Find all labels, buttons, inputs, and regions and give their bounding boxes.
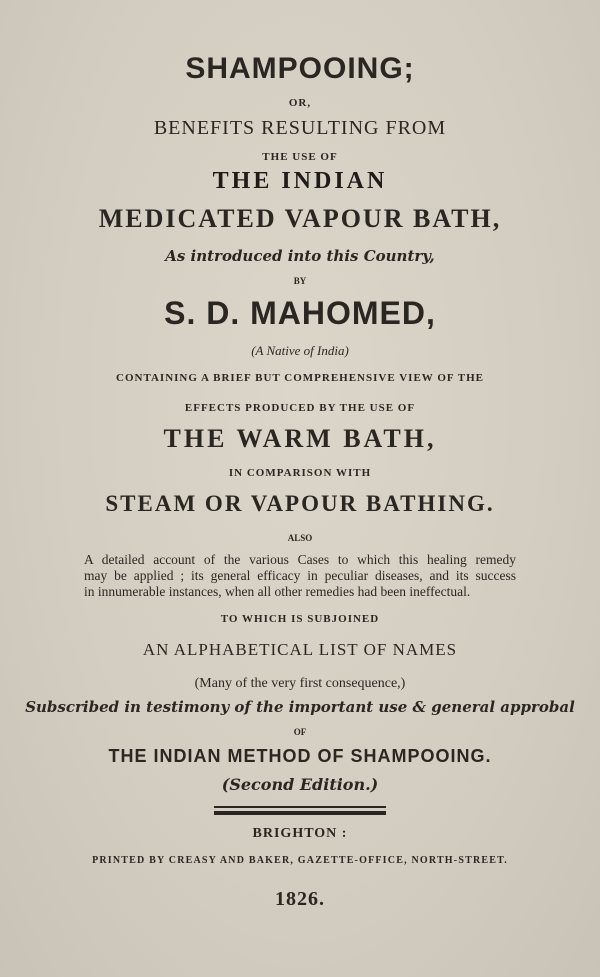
paragraph-line: may be applied ; its general efficacy in peculiar diseases, and its success	[84, 568, 516, 583]
containing-line: CONTAINING A BRIEF BUT COMPREHENSIVE VIEW OF THE	[116, 372, 484, 384]
use-of-line: THE USE OF	[262, 151, 338, 163]
alphabetical-list-line: AN ALPHABETICAL LIST OF NAMES	[142, 640, 458, 659]
consequence-line: (Many of the very first consequence,)	[194, 676, 406, 691]
description-paragraph	[84, 552, 516, 600]
publication-year: 1826.	[275, 888, 325, 910]
effects-line: EFFECTS PRODUCED BY THE USE OF	[184, 402, 416, 414]
warm-bath-line: THE WARM BATH,	[163, 424, 437, 453]
subscribed-line: Subscribed in testimony of the important use & general approbal	[25, 698, 575, 716]
benefits-line: BENEFITS RESULTING FROM	[153, 117, 447, 139]
double-rule-divider	[214, 806, 386, 815]
place-line: BRIGHTON :	[252, 826, 348, 841]
paragraph-line: in innumerable instances, when all other remedies had been ineffectual.	[84, 584, 471, 599]
printer-line: PRINTED BY CREASY AND BAKER, GAZETTE-OFFICE, NORTH-STREET.	[92, 855, 508, 866]
book-title: SHAMPOOING;	[185, 52, 415, 85]
or-line: OR,	[288, 97, 312, 109]
the-indian-line: THE INDIAN	[212, 168, 388, 194]
of-line: OF	[293, 727, 307, 737]
by-line: BY	[293, 276, 307, 286]
introduced-line: As introduced into this Country,	[165, 247, 435, 265]
paragraph-line: A detailed account of the various Cases to which this healing remedy	[84, 552, 516, 567]
medicated-vapour-bath-line: MEDICATED VAPOUR BATH,	[98, 204, 502, 233]
edition-line: (Second Edition.)	[221, 775, 379, 794]
native-line: (A Native of India)	[251, 343, 349, 358]
steam-bathing-line: STEAM OR VAPOUR BATHING.	[105, 491, 495, 516]
comparison-line: IN COMPARISON WITH	[228, 467, 372, 479]
also-line: ALSO	[287, 533, 313, 543]
subjoined-line: TO WHICH IS SUBJOINED	[220, 613, 380, 625]
method-line: THE INDIAN METHOD OF SHAMPOOING.	[108, 746, 492, 766]
author-name: S. D. MAHOMED,	[164, 295, 436, 331]
